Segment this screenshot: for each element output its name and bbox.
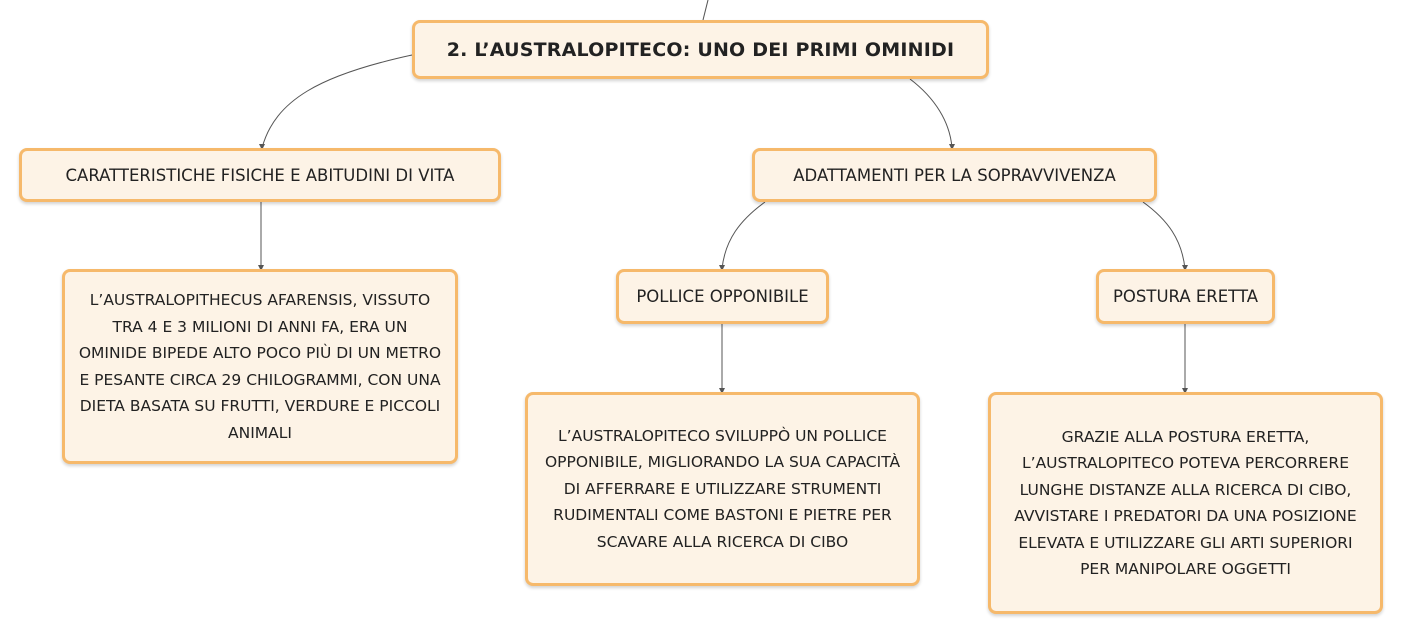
node-survival-adaptations[interactable] xyxy=(752,148,1157,202)
root-node-label: 2. L’AUSTRALOPITECO: UNO DEI PRIMI OMINIDI xyxy=(446,38,955,61)
node-physical-traits-label: CARATTERISTICHE FISICHE E ABITUDINI DI VITA xyxy=(65,165,455,185)
node-survival-adaptations-label: ADATTAMENTI PER LA SOPRAVVIVENZA xyxy=(793,165,1116,185)
node-opposable-thumb-label: POLLICE OPPONIBILE xyxy=(636,287,809,306)
node-afarensis-description[interactable] xyxy=(62,269,458,464)
root-node[interactable] xyxy=(412,20,989,79)
node-thumb-description[interactable] xyxy=(525,392,920,586)
node-upright-posture[interactable] xyxy=(1096,269,1275,324)
node-thumb-description-text: L’AUSTRALOPITECO SVILUPPÒ UN POLLICE OPPONIBILE, MIGLIORANDO LA SUA CAPACITÀ DI AFFERRARE E UTILIZZARE STRUMENTI RUDIMENTALI COME BASTONI E PIETRE PER SCAVARE ALLA RICERCA DI CIBO xyxy=(544,426,901,551)
node-posture-description-text: GRAZIE ALLA POSTURA ERETTA, L’AUSTRALOPITECO POTEVA PERCORRERE LUNGHE DISTANZE ALLA RICERCA DI CIBO, AVVISTARE I PREDATORI DA UNA POSIZIONE ELEVATA E UTILIZZARE GLI ARTI SUPERIORI PER MANIPOLARE OGGETTI xyxy=(1014,427,1357,578)
connector-right-to-thumb xyxy=(722,202,765,269)
connector-right-to-posture xyxy=(1143,202,1185,269)
node-opposable-thumb[interactable] xyxy=(616,269,829,324)
connector-root-to-left xyxy=(262,55,412,148)
node-upright-posture-label: POSTURA ERETTA xyxy=(1112,287,1259,306)
connector-root-to-right xyxy=(910,79,952,148)
node-physical-traits[interactable] xyxy=(19,148,501,202)
connector-top xyxy=(703,0,708,20)
node-posture-description[interactable] xyxy=(988,392,1383,614)
node-afarensis-description-text: L’AUSTRALOPITHECUS AFARENSIS, VISSUTO TRA 4 E 3 MILIONI DI ANNI FA, ERA UN OMINIDE BIPEDE ALTO POCO PIÙ DI UN METRO E PESANTE CIRCA 29 CHILOGRAMMI, CON UNA DIETA BASATA SU FRUTTI, VERDURE E PICCOLI ANIMALI xyxy=(78,291,442,442)
